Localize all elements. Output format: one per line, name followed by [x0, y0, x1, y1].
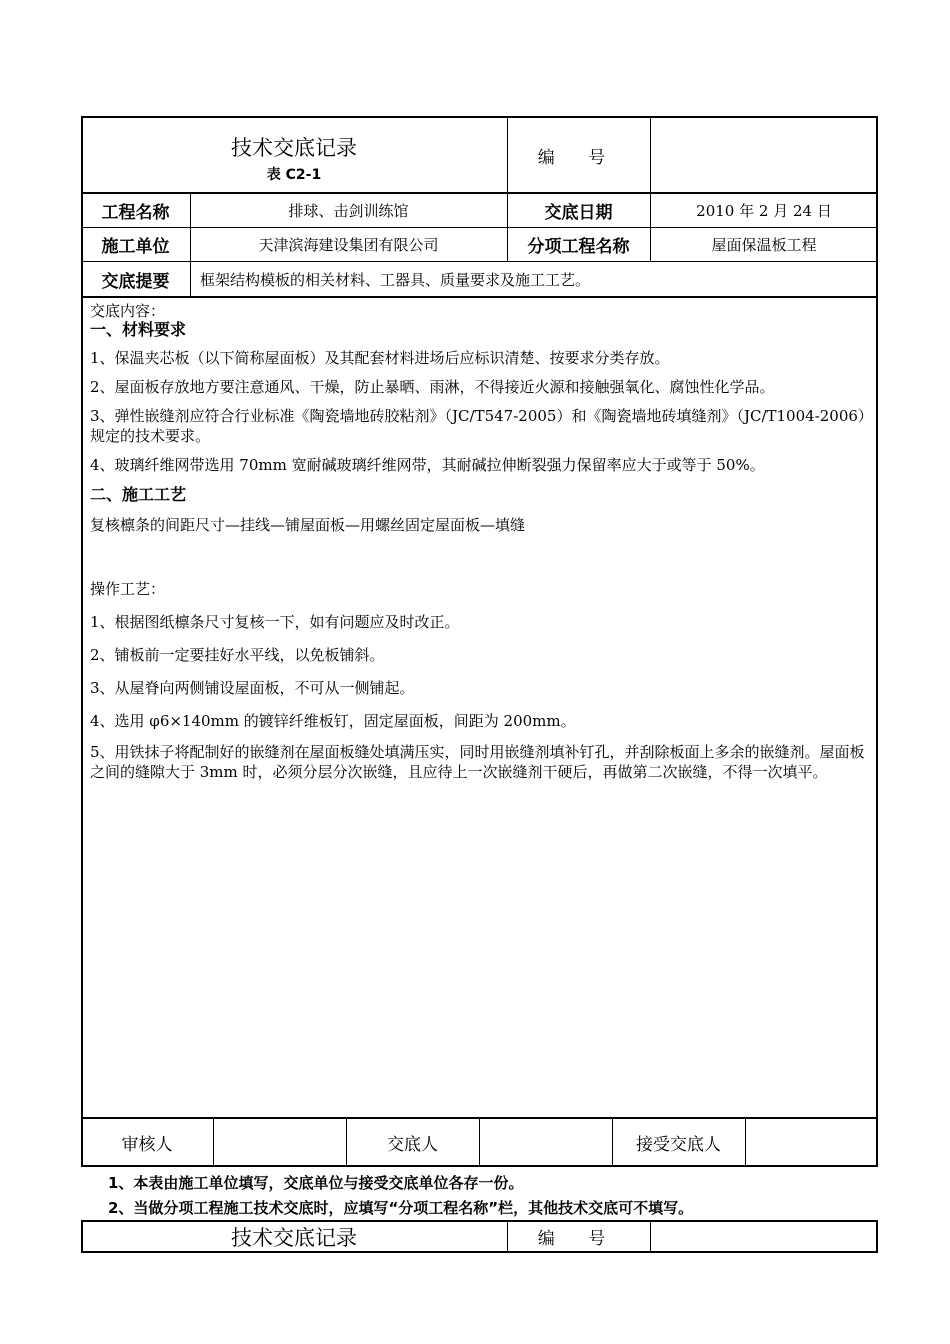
project-name-label: 工程名称 [101, 202, 170, 223]
date-value[interactable]: 2010 年 2 月 24 日 [696, 201, 832, 220]
form-code: 表 C2-1 [266, 167, 322, 183]
operation-item-1: 1、根据图纸檩条尺寸复核一下，如有问题应及时改正。 [90, 613, 460, 631]
material-item-4: 4、玻璃纤维网带选用 70mm 宽耐碱玻璃纤维网带，其耐碱拉伸断裂强力保留率应大于或等于 50%。 [90, 456, 765, 474]
receiver-label: 接受交底人 [636, 1134, 721, 1155]
operation-item-4: 4、选用 φ6×140mm 的镀锌纤维板钉，固定屋面板，间距为 200mm。 [90, 712, 576, 730]
content-intro: 交底内容： [90, 302, 166, 320]
reviewer-value[interactable] [213, 1118, 346, 1166]
date-label: 交底日期 [544, 202, 613, 223]
number-value[interactable] [650, 118, 876, 192]
project-name-value[interactable]: 排球、击剑训练馆 [288, 201, 409, 220]
reviewer-label: 审核人 [121, 1134, 173, 1155]
note-2: 2、当做分项工程施工技术交底时，应填写“分项工程名称”栏，其他技术交底可不填写。 [108, 1199, 694, 1217]
next-number-label: 编 号 [537, 1229, 620, 1249]
subproject-label: 分项工程名称 [527, 237, 630, 257]
presenter-value[interactable] [479, 1118, 612, 1166]
receiver-value[interactable] [745, 1118, 878, 1166]
operation-item-2: 2、铺板前一定要挂好水平线，以免板铺斜。 [90, 646, 385, 664]
summary-label: 交底提要 [101, 271, 170, 292]
operation-title: 操作工艺： [90, 580, 166, 598]
form-header [81, 118, 507, 192]
disclosure-content [90, 302, 870, 782]
summary-value[interactable]: 框架结构模板的相关材料、工器具、质量要求及施工工艺。 [200, 270, 591, 289]
form-title: 技术交底记录 [231, 136, 357, 160]
section-process-title: 二、施工工艺 [90, 485, 187, 504]
note-1: 1、本表由施工单位填写，交底单位与接受交底单位各存一份。 [108, 1174, 524, 1192]
material-item-3: 3、弹性嵌缝剂应符合行业标准《陶瓷墙地砖胶粘剂》（JC/T547-2005）和《陶瓷墙地砖填缝剂》（JC/T1004-2006）规定的技术要求。 [90, 407, 866, 445]
contractor-label: 施工单位 [101, 237, 170, 257]
material-item-2: 2、屋面板存放地方要注意通风、干燥，防止暴晒、雨淋，不得接近火源和接触强氧化、腐蚀性化学品。 [90, 378, 775, 396]
process-flow: 复核檩条的间距尺寸—挂线—铺屋面板—用螺丝固定屋面板—填缝 [90, 516, 526, 534]
section-materials-title: 一、材料要求 [90, 320, 187, 339]
operation-item-5: 5、用铁抹子将配制好的嵌缝剂在屋面板缝处填满压实，同时用嵌缝剂填补钉孔，并刮除板面上多余的嵌缝剂。屋面板之间的缝隙大于 3mm 时，必须分层分次嵌缝，且应待上一次嵌缝剂干硬后，再做第二次嵌缝，不得一次填平。 [90, 743, 865, 781]
next-form-title: 技术交底记录 [231, 1225, 357, 1250]
subproject-value[interactable]: 屋面保温板工程 [711, 236, 817, 254]
contractor-value[interactable]: 天津滨海建设集团有限公司 [258, 236, 439, 254]
presenter-label: 交底人 [387, 1134, 438, 1155]
material-item-1: 1、保温夹芯板（以下简称屋面板）及其配套材料进场后应标识清楚、按要求分类存放。 [90, 349, 670, 367]
number-label: 编 号 [537, 147, 620, 168]
operation-item-3: 3、从屋脊向两侧铺设屋面板，不可从一侧铺起。 [90, 679, 415, 697]
